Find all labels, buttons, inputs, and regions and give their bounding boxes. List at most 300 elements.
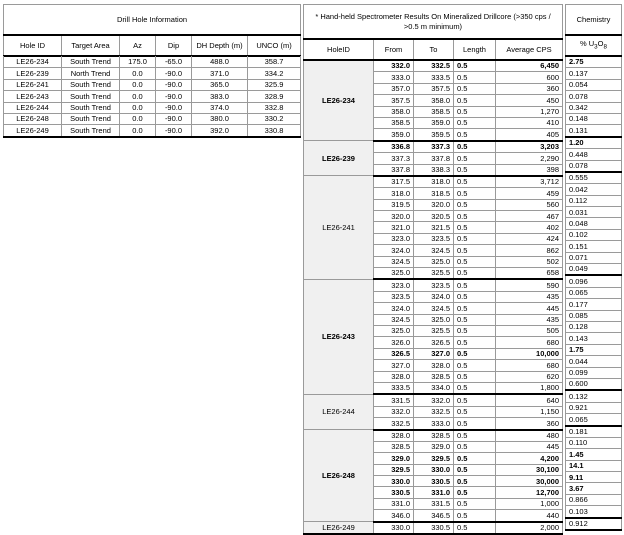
target-area: South Trend <box>62 91 120 102</box>
cps-value: 502 <box>496 256 563 267</box>
length-value: 0.5 <box>454 60 496 72</box>
u3o8-value: 0.181 <box>566 426 622 438</box>
length-value: 0.5 <box>454 199 496 210</box>
table-row <box>304 60 563 72</box>
length-value: 0.5 <box>454 430 496 442</box>
u3o8-value: 0.131 <box>566 125 622 137</box>
from-value: 328.0 <box>374 371 414 382</box>
u3o8-value: 0.137 <box>566 68 622 79</box>
spec-hole-id: LE26-234 <box>304 60 374 141</box>
table-row <box>566 460 622 471</box>
table-row <box>304 279 563 291</box>
table-row <box>566 125 622 137</box>
table-row <box>566 184 622 195</box>
length-value: 0.5 <box>454 314 496 325</box>
table-row <box>566 310 622 321</box>
from-value: 333.5 <box>374 382 414 394</box>
u3o8-value: 0.102 <box>566 229 622 240</box>
length-value: 0.5 <box>454 371 496 382</box>
length-value: 0.5 <box>454 268 496 280</box>
from-value: 324.0 <box>374 245 414 256</box>
u3o8-value: 0.085 <box>566 310 622 321</box>
length-value: 0.5 <box>454 188 496 199</box>
to-value: 330.5 <box>414 522 454 534</box>
table-row <box>566 113 622 124</box>
chemistry-table <box>565 4 622 531</box>
table-row <box>566 472 622 483</box>
col-hole-id: Hole ID <box>4 35 62 56</box>
to-value: 332.5 <box>414 406 454 417</box>
table-row <box>566 68 622 79</box>
cps-value: 445 <box>496 303 563 314</box>
length-value: 0.5 <box>454 129 496 141</box>
to-value: 331.0 <box>414 487 454 498</box>
cps-value: 467 <box>496 211 563 222</box>
to-value: 337.8 <box>414 153 454 164</box>
from-value: 332.0 <box>374 60 414 72</box>
from-value: 324.5 <box>374 256 414 267</box>
length-value: 0.5 <box>454 291 496 302</box>
cps-value: 360 <box>496 418 563 430</box>
from-value: 336.8 <box>374 141 414 153</box>
u3o8-value: 0.600 <box>566 378 622 390</box>
length-value: 0.5 <box>454 176 496 188</box>
col-holeid: HoleID <box>304 39 374 60</box>
col-u3o8: % $U_3O_8$ <box>566 35 622 56</box>
dh-depth: 392.0 <box>192 125 248 137</box>
to-value: 359.5 <box>414 129 454 141</box>
table-row <box>566 241 622 252</box>
col-from: From <box>374 39 414 60</box>
u3o8-value: 0.065 <box>566 414 622 426</box>
table-row <box>566 264 622 276</box>
table-row <box>566 426 622 438</box>
u3o8-value: 0.031 <box>566 207 622 218</box>
col-length: Length <box>454 39 496 60</box>
spec-hole-id: LE26-239 <box>304 141 374 176</box>
length-value: 0.5 <box>454 222 496 233</box>
length-value: 0.5 <box>454 510 496 522</box>
table-row <box>566 506 622 518</box>
table-row <box>566 483 622 494</box>
cps-value: 862 <box>496 245 563 256</box>
hole-id: LE26-249 <box>4 125 62 137</box>
to-value: 323.5 <box>414 233 454 244</box>
spec-hole-id: LE26-244 <box>304 394 374 429</box>
to-value: 325.0 <box>414 256 454 267</box>
spectrometer-results-table <box>303 4 563 535</box>
dh-depth: 383.0 <box>192 91 248 102</box>
to-value: 327.0 <box>414 348 454 359</box>
cps-value: 3,203 <box>496 141 563 153</box>
cps-value: 2,000 <box>496 522 563 534</box>
u3o8-value: 2.75 <box>566 56 622 68</box>
table-row <box>566 287 622 298</box>
from-value: 333.0 <box>374 72 414 83</box>
table-row <box>566 149 622 160</box>
from-value: 321.0 <box>374 222 414 233</box>
cps-value: 398 <box>496 164 563 176</box>
length-value: 0.5 <box>454 464 496 475</box>
dip: -65.0 <box>156 56 192 68</box>
to-value: 338.3 <box>414 164 454 176</box>
from-value: 337.8 <box>374 164 414 176</box>
length-value: 0.5 <box>454 453 496 464</box>
table-row <box>566 414 622 426</box>
from-value: 330.0 <box>374 522 414 534</box>
dip: -90.0 <box>156 113 192 124</box>
cps-value: 4,200 <box>496 453 563 464</box>
cps-value: 658 <box>496 268 563 280</box>
u3o8-value: 0.921 <box>566 402 622 413</box>
from-value: 326.5 <box>374 348 414 359</box>
u3o8-value: 1.75 <box>566 344 622 355</box>
u3o8-value: 0.065 <box>566 287 622 298</box>
unco-depth: 330.2 <box>248 113 301 124</box>
to-value: 324.0 <box>414 291 454 302</box>
to-value: 333.0 <box>414 418 454 430</box>
u3o8-value: 0.151 <box>566 241 622 252</box>
length-value: 0.5 <box>454 279 496 291</box>
table-row <box>566 494 622 505</box>
u3o8-value: 0.078 <box>566 91 622 102</box>
from-value: 328.0 <box>374 430 414 442</box>
dh-depth: 374.0 <box>192 102 248 113</box>
hole-id: LE26-234 <box>4 56 62 68</box>
length-value: 0.5 <box>454 360 496 371</box>
length-value: 0.5 <box>454 476 496 487</box>
from-value: 359.0 <box>374 129 414 141</box>
unco-depth: 330.8 <box>248 125 301 137</box>
cps-value: 560 <box>496 199 563 210</box>
to-value: 346.5 <box>414 510 454 522</box>
table-row <box>566 91 622 102</box>
to-value: 328.5 <box>414 430 454 442</box>
cps-value: 590 <box>496 279 563 291</box>
to-value: 357.5 <box>414 83 454 94</box>
table-row <box>566 79 622 90</box>
col-dip: Dip <box>156 35 192 56</box>
u3o8-value: 0.112 <box>566 195 622 206</box>
from-value: 329.5 <box>374 464 414 475</box>
azimuth: 175.0 <box>120 56 156 68</box>
spec-hole-id: LE26-249 <box>304 522 374 534</box>
to-value: 320.5 <box>414 211 454 222</box>
from-value: 324.0 <box>374 303 414 314</box>
cps-value: 440 <box>496 510 563 522</box>
table-row <box>566 402 622 413</box>
from-value: 331.0 <box>374 498 414 509</box>
from-value: 320.0 <box>374 211 414 222</box>
cps-value: 360 <box>496 83 563 94</box>
dh-depth: 380.0 <box>192 113 248 124</box>
table-row <box>566 102 622 113</box>
spec-hole-id: LE26-243 <box>304 279 374 394</box>
from-value: 324.5 <box>374 314 414 325</box>
dh-depth: 488.0 <box>192 56 248 68</box>
hole-id: LE26-241 <box>4 79 62 90</box>
to-value: 318.0 <box>414 176 454 188</box>
target-area: South Trend <box>62 125 120 137</box>
col-az: Az <box>120 35 156 56</box>
table-row <box>566 299 622 310</box>
cps-value: 405 <box>496 129 563 141</box>
u3o8-value: 0.143 <box>566 333 622 344</box>
length-value: 0.5 <box>454 164 496 176</box>
u3o8-value: 0.078 <box>566 160 622 172</box>
table-row <box>304 430 563 442</box>
hole-id: LE26-244 <box>4 102 62 113</box>
from-value: 323.0 <box>374 279 414 291</box>
u3o8-value: 0.177 <box>566 299 622 310</box>
to-value: 320.0 <box>414 199 454 210</box>
from-value: 317.5 <box>374 176 414 188</box>
unco-depth: 358.7 <box>248 56 301 68</box>
length-value: 0.5 <box>454 245 496 256</box>
azimuth: 0.0 <box>120 79 156 90</box>
u3o8-value: 0.054 <box>566 79 622 90</box>
table-row <box>566 229 622 240</box>
length-value: 0.5 <box>454 117 496 128</box>
u3o8-value: 0.912 <box>566 518 622 530</box>
cps-value: 3,712 <box>496 176 563 188</box>
cps-value: 680 <box>496 360 563 371</box>
cps-value: 1,270 <box>496 106 563 117</box>
cps-value: 459 <box>496 188 563 199</box>
from-value: 318.0 <box>374 188 414 199</box>
from-value: 330.0 <box>374 476 414 487</box>
u3o8-value: 0.110 <box>566 437 622 448</box>
cps-value: 600 <box>496 72 563 83</box>
info-table-title: Drill Hole Information <box>4 5 301 36</box>
length-value: 0.5 <box>454 382 496 394</box>
spec-hole-id: LE26-241 <box>304 176 374 280</box>
u3o8-value: 0.342 <box>566 102 622 113</box>
from-value: 329.0 <box>374 453 414 464</box>
col-average-cps: Average CPS <box>496 39 563 60</box>
cps-value: 435 <box>496 291 563 302</box>
dip: -90.0 <box>156 79 192 90</box>
table-row <box>566 321 622 332</box>
to-value: 328.0 <box>414 360 454 371</box>
length-value: 0.5 <box>454 487 496 498</box>
to-value: 331.5 <box>414 498 454 509</box>
length-value: 0.5 <box>454 153 496 164</box>
table-row <box>566 137 622 149</box>
azimuth: 0.0 <box>120 68 156 79</box>
azimuth: 0.0 <box>120 91 156 102</box>
u3o8-value: 0.042 <box>566 184 622 195</box>
length-value: 0.5 <box>454 95 496 106</box>
col-to: To <box>414 39 454 60</box>
table-row <box>304 522 563 534</box>
table-row <box>566 160 622 172</box>
length-value: 0.5 <box>454 141 496 153</box>
dip: -90.0 <box>156 91 192 102</box>
cps-value: 1,000 <box>496 498 563 509</box>
length-value: 0.5 <box>454 522 496 534</box>
table-row <box>566 207 622 218</box>
cps-value: 445 <box>496 441 563 452</box>
from-value: 325.0 <box>374 325 414 336</box>
dip: -90.0 <box>156 102 192 113</box>
hole-id: LE26-248 <box>4 113 62 124</box>
u3o8-value: 1.45 <box>566 449 622 460</box>
u3o8-value: 9.11 <box>566 472 622 483</box>
length-value: 0.5 <box>454 348 496 359</box>
from-value: 358.0 <box>374 106 414 117</box>
table-row <box>566 344 622 355</box>
azimuth: 0.0 <box>120 113 156 124</box>
table-row <box>566 518 622 530</box>
to-value: 328.5 <box>414 371 454 382</box>
cps-value: 6,450 <box>496 60 563 72</box>
u3o8-value: 0.048 <box>566 218 622 229</box>
cps-value: 10,000 <box>496 348 563 359</box>
u3o8-value: 0.448 <box>566 149 622 160</box>
length-value: 0.5 <box>454 83 496 94</box>
table-row <box>566 252 622 263</box>
u3o8-value: 0.866 <box>566 494 622 505</box>
u3o8-value: 0.128 <box>566 321 622 332</box>
u3o8-value: 0.555 <box>566 172 622 184</box>
from-value: 330.5 <box>374 487 414 498</box>
unco-depth: 334.2 <box>248 68 301 79</box>
from-value: 332.0 <box>374 406 414 417</box>
to-value: 337.3 <box>414 141 454 153</box>
to-value: 329.0 <box>414 441 454 452</box>
to-value: 330.0 <box>414 464 454 475</box>
target-area: South Trend <box>62 79 120 90</box>
table-row <box>304 176 563 188</box>
table-row <box>566 390 622 402</box>
length-value: 0.5 <box>454 325 496 336</box>
u3o8-value: 0.071 <box>566 252 622 263</box>
u3o8-value: 0.103 <box>566 506 622 518</box>
col-target-area: Target Area <box>62 35 120 56</box>
to-value: 324.5 <box>414 245 454 256</box>
length-value: 0.5 <box>454 498 496 509</box>
from-value: 328.5 <box>374 441 414 452</box>
cps-value: 12,700 <box>496 487 563 498</box>
from-value: 319.5 <box>374 199 414 210</box>
cps-value: 435 <box>496 314 563 325</box>
hole-id: LE26-239 <box>4 68 62 79</box>
spec-hole-id: LE26-248 <box>304 430 374 522</box>
from-value: 346.0 <box>374 510 414 522</box>
table-row <box>566 218 622 229</box>
u3o8-value: 0.096 <box>566 275 622 287</box>
drill-hole-info-table <box>3 4 301 138</box>
from-value: 326.0 <box>374 337 414 348</box>
target-area: South Trend <box>62 56 120 68</box>
from-value: 332.5 <box>374 418 414 430</box>
dh-depth: 371.0 <box>192 68 248 79</box>
cps-value: 505 <box>496 325 563 336</box>
table-row <box>566 195 622 206</box>
to-value: 330.5 <box>414 476 454 487</box>
table-row <box>566 378 622 390</box>
to-value: 334.0 <box>414 382 454 394</box>
to-value: 323.5 <box>414 279 454 291</box>
u3o8-value: 14.1 <box>566 460 622 471</box>
azimuth: 0.0 <box>120 125 156 137</box>
length-value: 0.5 <box>454 418 496 430</box>
cps-value: 30,100 <box>496 464 563 475</box>
from-value: 323.5 <box>374 291 414 302</box>
table-row <box>566 356 622 367</box>
dip: -90.0 <box>156 125 192 137</box>
from-value: 323.0 <box>374 233 414 244</box>
cps-value: 410 <box>496 117 563 128</box>
hole-id: LE26-243 <box>4 91 62 102</box>
from-value: 358.5 <box>374 117 414 128</box>
cps-value: 1,150 <box>496 406 563 417</box>
unco-depth: 325.9 <box>248 79 301 90</box>
table-row <box>304 141 563 153</box>
to-value: 329.5 <box>414 453 454 464</box>
from-value: 357.5 <box>374 95 414 106</box>
unco-depth: 328.9 <box>248 91 301 102</box>
to-value: 321.5 <box>414 222 454 233</box>
length-value: 0.5 <box>454 394 496 406</box>
to-value: 318.5 <box>414 188 454 199</box>
to-value: 358.0 <box>414 95 454 106</box>
to-value: 359.0 <box>414 117 454 128</box>
length-value: 0.5 <box>454 106 496 117</box>
u3o8-value: 0.148 <box>566 113 622 124</box>
cps-value: 30,000 <box>496 476 563 487</box>
col-unco: UNCO (m) <box>248 35 301 56</box>
u3o8-value: 0.049 <box>566 264 622 276</box>
dh-depth: 365.0 <box>192 79 248 90</box>
spec-table-title: * Hand-held Spectrometer Results On Mineralized Drillcore (>350 cps / >0.5 m minimum) <box>304 5 563 40</box>
table-row <box>566 275 622 287</box>
target-area: South Trend <box>62 102 120 113</box>
u3o8-value: 0.132 <box>566 390 622 402</box>
table-row <box>4 125 301 137</box>
length-value: 0.5 <box>454 441 496 452</box>
table-row <box>566 437 622 448</box>
length-value: 0.5 <box>454 256 496 267</box>
length-value: 0.5 <box>454 72 496 83</box>
azimuth: 0.0 <box>120 102 156 113</box>
table-row <box>566 172 622 184</box>
target-area: South Trend <box>62 113 120 124</box>
to-value: 325.5 <box>414 268 454 280</box>
from-value: 325.0 <box>374 268 414 280</box>
from-value: 331.5 <box>374 394 414 406</box>
cps-value: 2,290 <box>496 153 563 164</box>
chem-table-title: Chemistry <box>566 5 622 36</box>
cps-value: 480 <box>496 430 563 442</box>
u3o8-value: 1.20 <box>566 137 622 149</box>
cps-value: 450 <box>496 95 563 106</box>
to-value: 332.0 <box>414 394 454 406</box>
to-value: 333.5 <box>414 72 454 83</box>
target-area: North Trend <box>62 68 120 79</box>
cps-value: 1,800 <box>496 382 563 394</box>
u3o8-value: 3.67 <box>566 483 622 494</box>
to-value: 324.5 <box>414 303 454 314</box>
table-row <box>566 449 622 460</box>
col-dh-depth: DH Depth (m) <box>192 35 248 56</box>
table-row <box>566 333 622 344</box>
table-row <box>566 56 622 68</box>
cps-value: 424 <box>496 233 563 244</box>
to-value: 325.0 <box>414 314 454 325</box>
cps-value: 680 <box>496 337 563 348</box>
